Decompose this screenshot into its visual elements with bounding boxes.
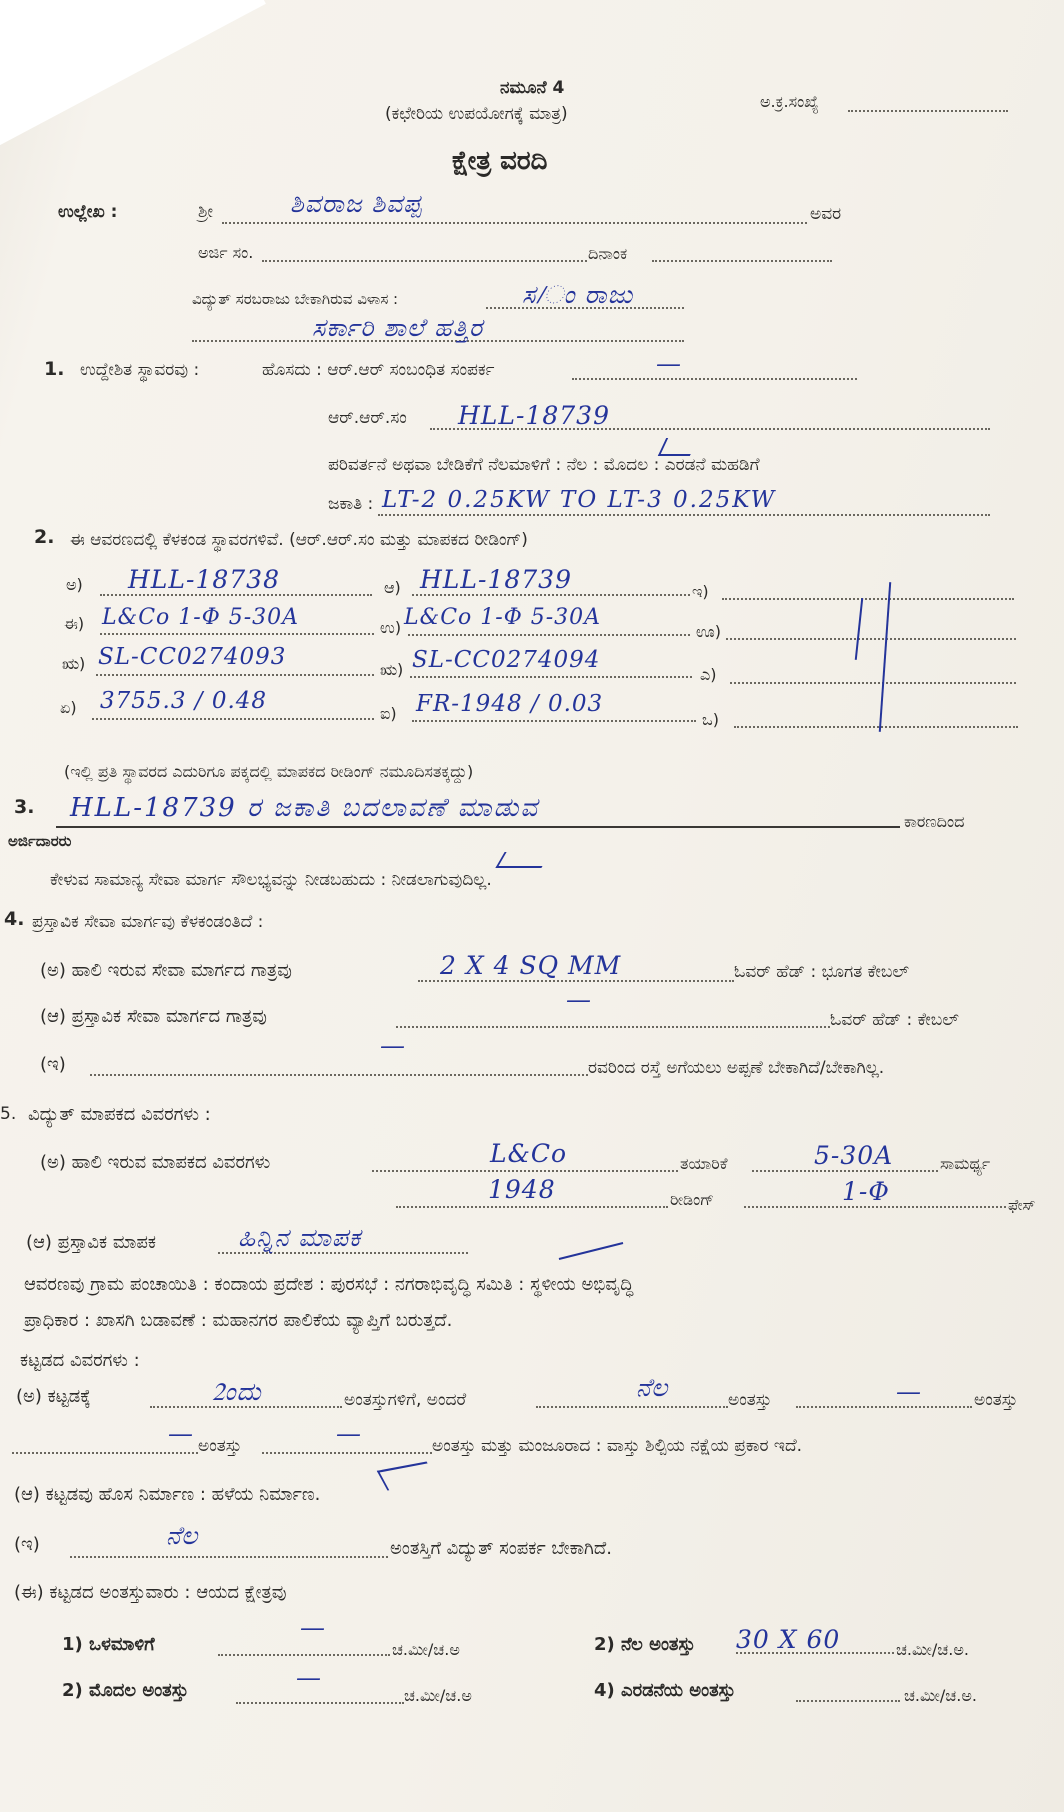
existing-line-label: (ಅ) ಹಾಲಿ ಇರುವ ಸೇವಾ ಮಾರ್ಗದ ಗಾತ್ರವು [40, 960, 292, 981]
road-cutting-value[interactable]: — [380, 1031, 406, 1060]
building-floor4-field [262, 1452, 432, 1454]
check-mark [377, 1461, 437, 1490]
premise-row4-a-value[interactable]: 3755.3 / 0.48 [100, 688, 268, 714]
basement-area-field [218, 1654, 390, 1656]
premise-row4-c-label: ಒ) [702, 710, 719, 729]
office-use-note: (ಕಛೇರಿಯ ಉಪಯೋಗಕ್ಕೆ ಮಾತ್ರ) [385, 104, 568, 124]
phase-field [744, 1206, 1006, 1208]
existing-line-field [418, 980, 734, 982]
check-mark [658, 438, 698, 456]
name-field-line [222, 222, 807, 224]
existing-meter-phase[interactable]: 1-Φ [842, 1177, 890, 1206]
premise-row2-b-label: ಉ) [380, 618, 402, 637]
basement-label: 1) ಒಳಮಾಳಿಗೆ [62, 1634, 155, 1655]
premise-row1-c-field[interactable] [722, 598, 1014, 600]
existing-meter-label: (ಅ) ಹಾಲಿ ಇರುವ ಮಾಪಕದ ವಿವರಗಳು [40, 1152, 271, 1173]
connection-floor-prefix: (ಇ) [14, 1534, 40, 1555]
tariff-field [378, 514, 990, 516]
building-approval-line: ಅಂತಸ್ತು ಮತ್ತು ಮಂಜೂರಾದ : ವಾಸ್ತು ಶಿಲ್ಪಿಯ ನಕ್ಷೆಯ ಪ್ರಕಾರ ಇದೆ. [432, 1436, 803, 1456]
building-floors-prefix: (ಅ) ಕಟ್ಟಡಕ್ಕೆ [16, 1386, 91, 1407]
paper-fold-corner [0, 0, 266, 159]
section1-new-label: ಹೊಸದು : ಆರ್.ಆರ್ ಸಂಬಂಧಿತ ಸಂಪರ್ಕ [262, 360, 495, 380]
premise-row4-b-value[interactable]: FR-1948 / 0.03 [416, 691, 604, 717]
second-floor-unit: ಚ.ಮೀ/ಚ.ಅ. [904, 1686, 977, 1705]
building-floors-field [150, 1406, 342, 1408]
applicant-label: ಅರ್ಜಿದಾರರು [8, 832, 72, 850]
premises-jurisdiction-line1: ಆವರಣವು ಗ್ರಾಮ ಪಂಚಾಯಿತಿ : ಕಂದಾಯ ಪ್ರದೇಶ : ಪುರಸಭೆ : ನಗರಾಭಿವೃದ್ಧಿ ಸಮಿತಿ : ಸ್ಥಳೀಯ ಅಭಿವೃದ್ಧಿ [24, 1274, 634, 1295]
existing-line-suffix: ಓವರ್ ಹೆಡ್ : ಭೂಗತ ಕೇಬಲ್ [734, 962, 909, 982]
date-field[interactable] [652, 260, 832, 262]
building-floor2-value[interactable]: — [896, 1377, 922, 1406]
building-floors-mid: ಅಂತಸ್ತುಗಳಿಗೆ, ಅಂದರೆ [344, 1390, 467, 1410]
rr-number-label: ಆರ್.ಆರ್.ಸಂ [328, 408, 407, 428]
section3-value[interactable]: HLL-18739 ರ ಜಕಾತಿ ಬದಲಾವಣೆ ಮಾಡುವ [70, 793, 540, 823]
tariff-label: ಜಕಾತಿ : [328, 494, 374, 514]
proposed-meter-field [218, 1252, 468, 1254]
service-facility-line: ಕೇಳುವ ಸಾಮಾನ್ಯ ಸೇವಾ ಮಾರ್ಗ ಸೌಲಭ್ಯವನ್ನು ನೀಡಬಹುದು : ನೀಡಲಾಗುವುದಿಲ್ಲ. [50, 870, 492, 890]
section1-label: ಉದ್ದೇಶಿತ ಸ್ಥಾವರವು : [80, 360, 200, 380]
capacity-label: ಸಾಮರ್ಥ್ಯ [940, 1154, 991, 1173]
road-cutting-label: (ಇ) [40, 1054, 66, 1075]
premise-row2-a-field [100, 633, 374, 635]
address-line2[interactable]: ಸರ್ಕಾರಿ ಶಾಲೆ ಹತ್ತಿರ [312, 313, 484, 342]
building-floor1-value[interactable]: ನೆಲ [636, 1373, 669, 1402]
premise-row4-c-field[interactable] [734, 726, 1018, 728]
premise-row3-b-field [410, 676, 692, 678]
first-floor-area-value[interactable]: — [296, 1663, 322, 1692]
section2-number: 2. [34, 526, 55, 548]
existing-meter-make-field [372, 1170, 678, 1172]
connection-floor-value[interactable]: ನೆಲ [166, 1521, 199, 1550]
building-floors-value[interactable]: 2ಂದು [212, 1377, 262, 1406]
section1-new-value[interactable]: — [656, 349, 682, 378]
first-floor-unit: ಚ.ಮೀ/ಚ.ಅ [404, 1686, 472, 1705]
road-cutting-suffix: ರವರಿಂದ ರಸ್ತೆ ಅಗೆಯಲು ಅಪ್ಪಣೆ ಬೇಕಾಗಿದೆ/ಬೇಕಾಗಿಲ್ಲ. [588, 1058, 885, 1078]
connection-floor-suffix: ಅಂತಸ್ತಿಗೆ ವಿದ್ಯುತ್ ಸಂಪರ್ಕ ಬೇಕಾಗಿದೆ. [390, 1538, 612, 1559]
premise-row2-c-label: ಊ) [696, 622, 722, 641]
premise-row3-c-label: ಎ) [700, 665, 717, 684]
strike-line-1 [879, 582, 891, 732]
ground-floor-label: 2) ನೆಲ ಅಂತಸ್ತು [594, 1634, 696, 1655]
tariff-value[interactable]: LT-2 0.25KW TO LT-3 0.25KW [382, 487, 777, 513]
capacity-field [752, 1170, 938, 1172]
ref-number-field[interactable] [848, 110, 1008, 112]
building-floor3-field [12, 1452, 198, 1454]
premise-row1-a-label: ಅ) [66, 575, 83, 594]
phase-label: ಫೇಸ್ [1008, 1196, 1036, 1214]
reference-label: ಉಲ್ಲೇಖ : [58, 202, 118, 222]
premise-row4-b-field [412, 720, 696, 722]
building-floor1-field [536, 1406, 728, 1408]
premise-row3-c-field[interactable] [730, 682, 1016, 684]
first-floor-label: 2) ಮೊದಲ ಅಂತಸ್ತು [62, 1680, 189, 1701]
existing-meter-reading[interactable]: 1948 [488, 1175, 556, 1204]
proposed-line-value[interactable]: — [566, 985, 592, 1014]
section2-note: (ಇಲ್ಲಿ ಪ್ರತಿ ಸ್ಥಾವರದ ಎದುರಿಗೂ ಪಕ್ಕದಲ್ಲಿ ಮಾಪಕದ ರೀಡಿಂಗ್ ನಮೂದಿಸತಕ್ಕದ್ದು) [64, 762, 474, 781]
second-floor-label: 4) ಎರಡನೆಯ ಅಂತಸ್ತು [594, 1680, 736, 1701]
premise-row3-a-label: ಋ) [62, 654, 86, 673]
application-no-label: ಅರ್ಜಿ ಸಂ. [198, 243, 254, 262]
strike-line-2 [855, 598, 863, 660]
premise-row2-c-field[interactable] [726, 638, 1016, 640]
page-title: ಕ್ಷೇತ್ರ ವರದಿ [452, 146, 548, 176]
rr-number-value[interactable]: HLL-18739 [458, 401, 610, 430]
basement-area-value[interactable]: — [300, 1613, 326, 1642]
premise-row3-b-value[interactable]: SL-CC0274094 [412, 647, 601, 673]
premise-row4-b-label: ಐ) [380, 704, 397, 723]
proposed-meter-label: (ಆ) ಪ್ರಸ್ತಾವಿಕ ಮಾಪಕ [26, 1232, 156, 1253]
building-floor2-field [796, 1406, 972, 1408]
address-label: ವಿದ್ಯುತ್ ಸರಬರಾಜು ಬೇಕಾಗಿರುವ ವಿಳಾಸ : [192, 290, 399, 308]
application-no-field[interactable] [262, 260, 587, 262]
conversion-label: ಪರಿವರ್ತನೆ ಅಥವಾ ಬೇಡಿಕೆಗೆ ನೆಲಮಾಳಿಗೆ : ನೆಲ : ಮೊದಲ : ಎರಡನೆ ಮಹಡಿಗೆ [328, 455, 760, 475]
premise-row1-c-label: ಇ) [692, 582, 709, 601]
building-floor3-value[interactable]: — [168, 1419, 194, 1448]
premise-row1-b-label: ಆ) [384, 578, 401, 597]
reading-label: ರೀಡಿಂಗ್ [670, 1190, 715, 1209]
premise-row2-b-field [408, 634, 690, 636]
section4-label: ಪ್ರಸ್ತಾವಿಕ ಸೇವಾ ಮಾರ್ಗವು ಕೆಳಕಂಡಂತಿದೆ : [32, 912, 264, 932]
premise-row3-a-value[interactable]: SL-CC0274093 [98, 644, 287, 670]
section1-number: 1. [44, 358, 65, 380]
existing-line-value[interactable]: 2 X 4 SQ MM [440, 951, 622, 980]
building-details-label: ಕಟ್ಟಡದ ವಿವರಗಳು : [20, 1350, 140, 1371]
section5-label: ವಿದ್ಯುತ್ ಮಾಪಕದ ವಿವರಗಳು : [28, 1104, 211, 1125]
premise-row2-b-value[interactable]: L&Co 1-Φ 5-30A [404, 605, 602, 630]
building-floor1-label: ಅಂತಸ್ತು [728, 1390, 772, 1410]
existing-meter-make[interactable]: L&Co [490, 1139, 568, 1168]
building-floor3-label: ಅಂತಸ್ತು [198, 1436, 242, 1456]
ground-floor-area-value[interactable]: 30 X 60 [736, 1625, 841, 1654]
proposed-line-field [396, 1026, 830, 1028]
premise-row1-a-field [100, 594, 372, 596]
meter-reading-field [396, 1206, 668, 1208]
premise-row4-a-label: ಏ) [60, 698, 77, 717]
second-floor-area-field [796, 1700, 900, 1702]
make-label: ತಯಾರಿಕೆ [680, 1154, 728, 1173]
premise-row2-a-value[interactable]: L&Co 1-Φ 5-30A [102, 605, 300, 630]
floor-area-label: (ಈ) ಕಟ್ಟಡದ ಅಂತಸ್ತುವಾರು : ಆಯದ ಕ್ಷೇತ್ರವು [14, 1582, 287, 1603]
proposed-line-suffix: ಓವರ್ ಹೆಡ್ : ಕೇಬಲ್ [830, 1010, 959, 1030]
premise-row1-b-field [412, 594, 690, 596]
road-cutting-field [90, 1074, 588, 1076]
section4-number: 4. [4, 908, 25, 930]
premise-row1-a-value[interactable]: HLL-18738 [128, 565, 280, 594]
section5-number: 5. [0, 1104, 17, 1124]
basement-unit: ಚ.ಮೀ/ಚ.ಅ [392, 1640, 460, 1659]
premises-jurisdiction-line2: ಪ್ರಾಧಿಕಾರ : ಖಾಸಗಿ ಬಡಾವಣೆ : ಮಹಾನಗರ ಪಾಲಿಕೆಯ ವ್ಯಾಪ್ತಿಗೆ ಬರುತ್ತದೆ. [24, 1310, 453, 1331]
premise-row3-b-label: ಋ) [380, 660, 404, 679]
premise-row3-a-field [96, 674, 374, 676]
form-number: ನಮೂನೆ 4 [500, 78, 565, 98]
premise-row2-a-label: ಈ) [64, 614, 85, 633]
section3-number: 3. [14, 796, 35, 818]
name-suffix: ಅವರ [810, 204, 842, 224]
connection-floor-field [70, 1556, 388, 1558]
building-construction-line: (ಆ) ಕಟ್ಟಡವು ಹೊಸ ನಿರ್ಮಾಣ : ಹಳೆಯ ನಿರ್ಮಾಣ. [14, 1484, 321, 1505]
section2-label: ಈ ಆವರಣದಲ್ಲಿ ಕೆಳಕಂಡ ಸ್ಥಾವರಗಳಿವೆ. (ಆರ್.ಆರ್.ಸಂ ಮತ್ತು ಮಾಪಕದ ರೀಡಿಂಗ್) [70, 530, 528, 550]
check-mark [495, 852, 550, 868]
proposed-line-label: (ಆ) ಪ್ರಸ್ತಾವಿಕ ಸೇವಾ ಮಾರ್ಗದ ಗಾತ್ರವು [40, 1006, 267, 1027]
existing-meter-capacity[interactable]: 5-30A [814, 1141, 894, 1170]
building-floor2-label: ಅಂತಸ್ತು [974, 1390, 1018, 1410]
section1-new-field [572, 378, 857, 380]
building-floor4-value[interactable]: — [336, 1419, 362, 1448]
section3-underline [56, 826, 900, 828]
name-prefix: ಶ್ರೀ [198, 202, 213, 222]
first-floor-area-field [236, 1702, 404, 1704]
applicant-name[interactable]: ಶಿವರಾಜ ಶಿವಪ್ಪ [290, 189, 423, 218]
address-line1[interactable]: ಸ/ಂ ರಾಜು [522, 280, 634, 309]
ref-number-label: ಅ.ಕ್ರ.ಸಂಖ್ಯೆ [760, 92, 819, 111]
reason-label: ಕಾರಣದಿಂದ [904, 812, 965, 831]
ground-floor-unit: ಚ.ಮೀ/ಚ.ಅ. [896, 1640, 969, 1659]
check-mark [559, 1242, 624, 1260]
date-label: ದಿನಾಂಕ [588, 244, 628, 263]
premise-row4-a-field [92, 718, 374, 720]
premise-row1-b-value[interactable]: HLL-18739 [420, 565, 572, 594]
proposed-meter-value[interactable]: ಹಿನ್ನಿನ ಮಾಪಕ [238, 1223, 362, 1252]
